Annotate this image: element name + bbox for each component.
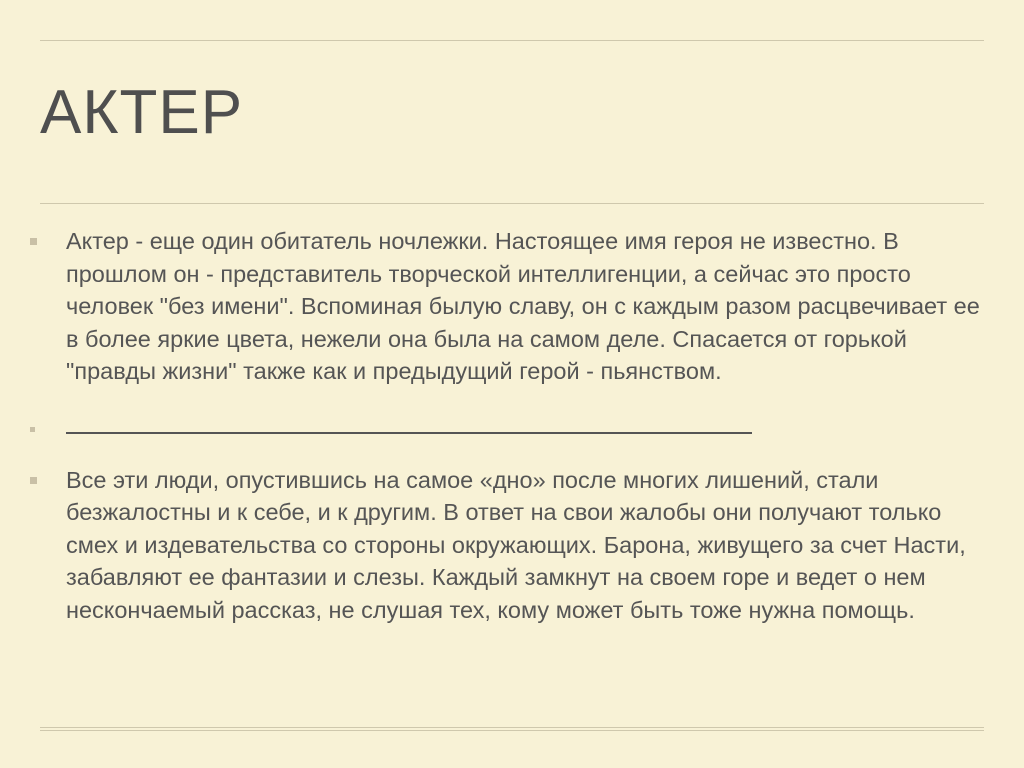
bottom-divider: [40, 727, 984, 731]
slide-title: АКТЕР: [40, 78, 244, 147]
bullet-text: Актер - еще один обитатель ночлежки. Настоящее имя героя не известно. В прошлом он - представитель творческой интеллигенции, а сейчас это просто человек "без имени". Вспоминая былую славу, он с каждым разом расцвечивает ее в более яркие цвета, нежели она была на самом деле. Спасается от горькой "правды жизни" также как и предыдущий герой - пьянством.: [66, 228, 980, 384]
bullet-square-icon: [30, 238, 37, 245]
title-divider: [40, 203, 984, 204]
bullet-list: [30, 225, 980, 626]
bullet-square-icon: [30, 477, 37, 484]
bullet-item-separator: [30, 410, 980, 442]
top-divider: [40, 40, 984, 41]
bullet-square-icon: [30, 427, 35, 432]
bullet-item-actor: [30, 225, 980, 388]
bullet-text: Все эти люди, опустившись на самое «дно» после многих лишений, стали безжалостны и к себе, и к другим. В ответ на свои жалобы они получают только смех и издевательства со стороны окружающих. Барона, живущего за счет Насти, забавляют ее фантазии и слезы. Каждый замкнут на своем горе и ведет о нем нескончаемый рассказ, не слушая тех, кому может быть тоже нужна помощь.: [66, 466, 966, 623]
bullet-item-people: [30, 464, 980, 627]
separator-line: [66, 410, 752, 434]
